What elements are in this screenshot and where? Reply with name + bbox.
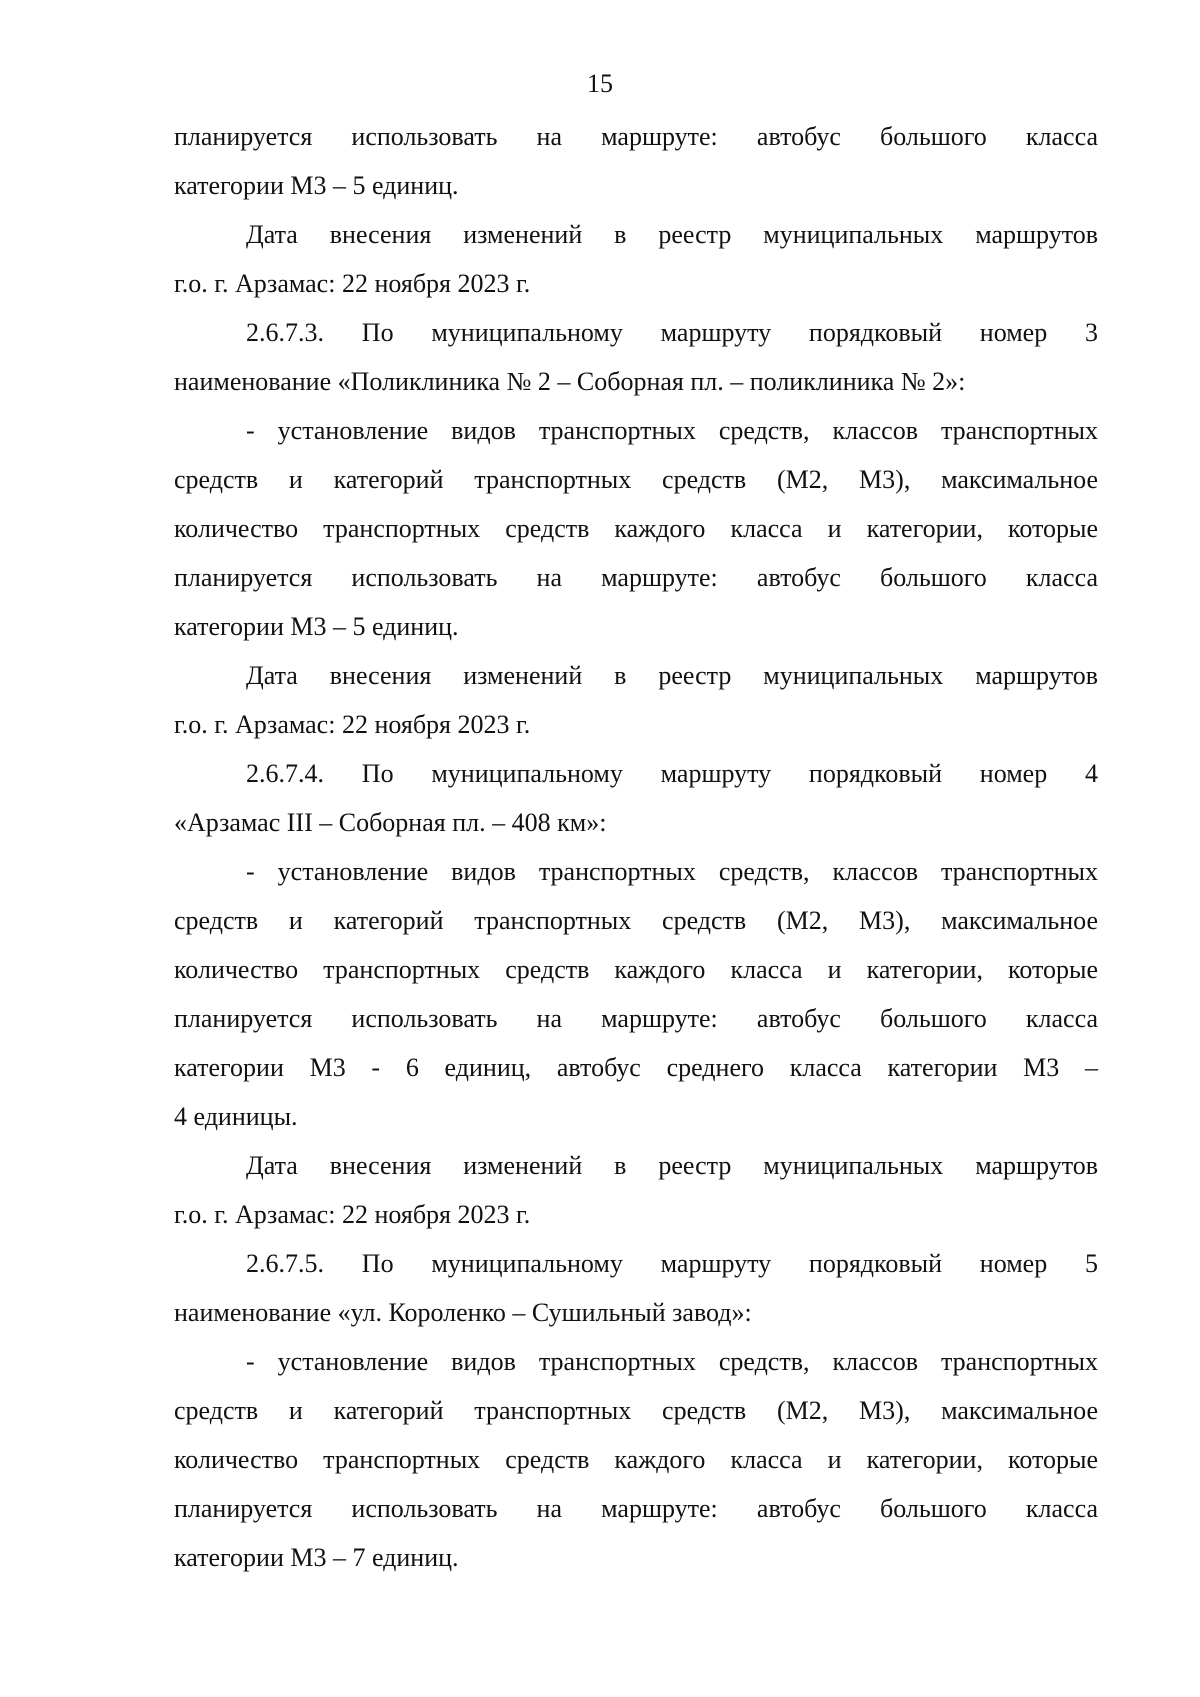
text-line: количество транспортных средств каждого класса и категории, которые <box>174 514 1098 543</box>
text-line: г.о. г. Арзамас: 22 ноября 2023 г. <box>174 269 531 298</box>
text-line: планируется использовать на маршруте: автобус большого класса <box>174 1494 1098 1523</box>
text-line: - установление видов транспортных средств, классов транспортных <box>246 857 1098 886</box>
text-line: г.о. г. Арзамас: 22 ноября 2023 г. <box>174 710 531 739</box>
text-line: категории М3 - 6 единиц, автобус среднего класса категории М3 – <box>174 1053 1098 1082</box>
page-number: 15 <box>587 69 613 98</box>
text-line: наименование «Поликлиника № 2 – Соборная пл. – поликлиника № 2»: <box>174 367 966 396</box>
text-line: категории М3 – 5 единиц. <box>174 612 459 641</box>
text-line: - установление видов транспортных средств, классов транспортных <box>246 416 1098 445</box>
text-line: наименование «ул. Короленко – Сушильный завод»: <box>174 1298 752 1327</box>
text-line: количество транспортных средств каждого класса и категории, которые <box>174 955 1098 984</box>
text-line: планируется использовать на маршруте: автобус большого класса <box>174 563 1098 592</box>
text-line: Дата внесения изменений в реестр муниципальных маршрутов <box>246 661 1098 690</box>
text-line: средств и категорий транспортных средств (М2, М3), максимальное <box>174 906 1098 935</box>
text-line: Дата внесения изменений в реестр муниципальных маршрутов <box>246 220 1098 249</box>
text-line: Дата внесения изменений в реестр муниципальных маршрутов <box>246 1151 1098 1180</box>
text-line: г.о. г. Арзамас: 22 ноября 2023 г. <box>174 1200 531 1229</box>
text-line: «Арзамас III – Соборная пл. – 408 км»: <box>174 808 607 837</box>
text-line: средств и категорий транспортных средств (М2, М3), максимальное <box>174 1396 1098 1425</box>
text-line: 4 единицы. <box>174 1102 298 1131</box>
document-body <box>174 112 1098 1582</box>
text-line: 2.6.7.3. По муниципальному маршруту порядковый номер 3 <box>246 318 1098 347</box>
text-line: средств и категорий транспортных средств (М2, М3), максимальное <box>174 465 1098 494</box>
text-line: количество транспортных средств каждого класса и категории, которые <box>174 1445 1098 1474</box>
text-line: категории М3 – 7 единиц. <box>174 1543 459 1572</box>
text-line: 2.6.7.5. По муниципальному маршруту порядковый номер 5 <box>246 1249 1098 1278</box>
text-line: 2.6.7.4. По муниципальному маршруту порядковый номер 4 <box>246 759 1098 788</box>
text-line: планируется использовать на маршруте: автобус большого класса <box>174 1004 1098 1033</box>
text-line: планируется использовать на маршруте: автобус большого класса <box>174 122 1098 151</box>
text-line: категории М3 – 5 единиц. <box>174 171 459 200</box>
text-line: - установление видов транспортных средств, классов транспортных <box>246 1347 1098 1376</box>
